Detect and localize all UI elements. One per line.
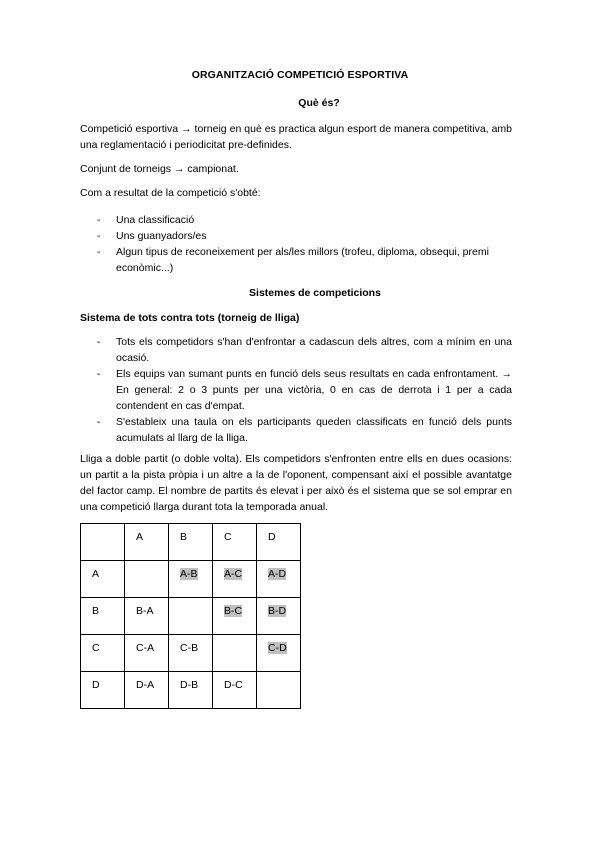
league-list [80, 334, 512, 446]
list-item-text: Tots els competidors s'han d'enfrontar a cadascun dels altres, com a mínim en una ocasió. [116, 336, 512, 364]
table-row [81, 598, 301, 635]
table-cell [81, 524, 125, 561]
document-title: ORGANITZACIÓ COMPETICIÓ ESPORTIVA [191, 69, 409, 81]
double-league-paragraph: Lliga a doble partit (o doble volta). Els competidors s'enfronten entre ells en dues ocasions: un partit a la pista pròpia i un altre a la de l'oponent, compensant així el possible avantatge del factor camp. El nombre de partits és elevat i per això és el sistema que se sol emprar en una competició llarga durant tota la temporada anual. [80, 453, 512, 513]
table-row [81, 561, 301, 598]
table-cell: D-C [213, 672, 257, 709]
table-cell: C-D [257, 635, 301, 672]
table-cell: C-A [125, 635, 169, 672]
table-cell [125, 561, 169, 598]
table-cell: A-C [213, 561, 257, 598]
league-table [80, 523, 301, 709]
table-cell [169, 598, 213, 635]
list-item-text: Una classificació [116, 214, 195, 226]
table-cell: B [81, 598, 125, 635]
list-item [80, 334, 512, 366]
list-item-text: S'estableix una taula on els participants queden classificats en funció dels punts acumulats al llarg de la lliga. [116, 416, 512, 444]
list-item-text: Uns guanyadors/es [116, 230, 207, 242]
bullet-dash: - [97, 246, 101, 258]
list-item [80, 228, 512, 244]
definition-paragraph: Competició esportiva → torneig en què es practica algun esport de manera competitiva, amb una reglamentació i periodicitat pre-definides. [80, 123, 512, 151]
table-cell: A [125, 524, 169, 561]
table-cell: C [213, 524, 257, 561]
bullet-dash: - [97, 214, 101, 226]
subtitle: Què és? [298, 97, 340, 109]
table-cell [257, 672, 301, 709]
table-cell: A [81, 561, 125, 598]
table-cell: C [81, 635, 125, 672]
table-cell: D-B [169, 672, 213, 709]
list-item [80, 414, 512, 446]
bullet-dash: - [97, 416, 101, 428]
table-cell: B [169, 524, 213, 561]
table-cell: D [257, 524, 301, 561]
table-cell: B-D [257, 598, 301, 635]
table-cell: A-B [169, 561, 213, 598]
result-list [80, 212, 512, 276]
section-title [0, 287, 600, 299]
table-cell: C-B [169, 635, 213, 672]
bullet-dash: - [97, 336, 101, 348]
set-paragraph: Conjunt de torneigs → campionat. [80, 163, 239, 175]
bullet-dash: - [97, 368, 101, 380]
list-item-text: Els equips van sumant punts en funció dels seus resultats en cada enfrontament. → En general: 2 o 3 punts per una victòria, 0 en cas de derrota i 1 per a cada contendent en cas d'empat. [116, 368, 512, 412]
table-header-row [81, 524, 301, 561]
table-row [81, 672, 301, 709]
section-title-text: Sistemes de competicions [249, 287, 381, 299]
table-cell [213, 635, 257, 672]
list-item [80, 244, 512, 276]
table-cell: D [81, 672, 125, 709]
list-item [80, 366, 512, 414]
table-cell: B-A [125, 598, 169, 635]
table-row [81, 635, 301, 672]
list-item-text: Algun tipus de reconeixement per als/les millors (trofeu, diploma, obsequi, premi econòmic...) [116, 246, 489, 274]
result-intro-paragraph: Com a resultat de la competició s'obté: [80, 187, 261, 199]
table-cell: D-A [125, 672, 169, 709]
subsection-title: Sistema de tots contra tots (torneig de lliga) [80, 312, 300, 324]
table-cell: A-D [257, 561, 301, 598]
table-cell: B-C [213, 598, 257, 635]
list-item [80, 212, 512, 228]
bullet-dash: - [97, 230, 101, 242]
